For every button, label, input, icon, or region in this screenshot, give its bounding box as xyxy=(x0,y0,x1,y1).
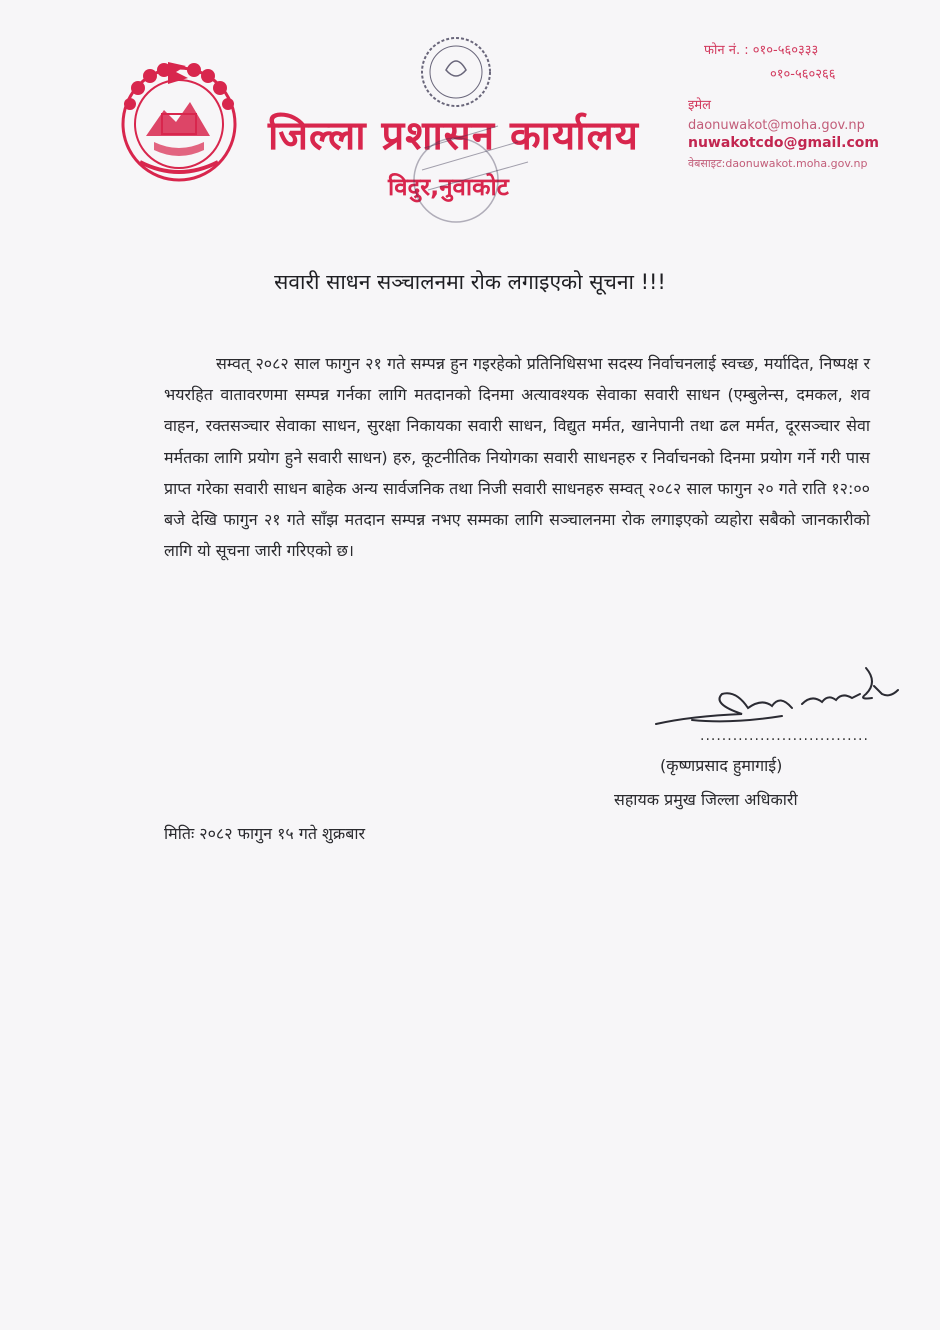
office-round-stamp-icon xyxy=(408,30,568,230)
email-label: इमेल xyxy=(688,98,711,113)
office-name: जिल्ला प्रशासन कार्यालय xyxy=(268,113,639,159)
notice-body-paragraph: सम्वत् २०८२ साल फागुन २१ गते सम्पन्न हुन गइरहेको प्रतिनिधिसभा सदस्य निर्वाचनलाई स्वच्छ, मर्यादित, निष्पक्ष र भयरहित वातावरणमा सम्पन्न गर्नका लागि मतदानको दिनमा अत्यावश्यक सेवाका सवारी साधन (एम्बुलेन्स, दमकल, शव वाहन, रक्तसञ्चार सेवाका साधन, सुरक्षा निकायका सवारी साधन, विद्युत मर्मत, खानेपानी तथा ढल मर्मत, दूरसञ्चार सेवा मर्मतका लागि प्रयोग हुने सवारी साधन) हरु, कूटनीतिक नियोगका सवारी साधनहरु र निर्वाचनको दिनमा प्रयोग गर्ने गरी पास प्राप्त गरेका सवारी साधन बाहेक अन्य सार्वजनिक तथा निजी सवारी साधनहरु सम्वत् २०८२ साल फागुन २० गते राति १२:०० बजे देखि फागुन २१ गते साँझ मतदान सम्पन्न नभए सम्मका लागि सञ्चालनमा रोक लगाइएको व्यहोरा सबैको जानकारीको लागि यो सूचना जारी गरिएको छ। xyxy=(164,354,870,561)
nepal-government-emblem-icon xyxy=(118,58,240,184)
email-address-2[interactable]: nuwakotcdo@gmail.com xyxy=(688,135,879,151)
notice-heading: सवारी साधन सञ्चालनमा रोक लगाइएको सूचना !!! xyxy=(274,270,666,294)
signer-title: सहायक प्रमुख जिल्ला अधिकारी xyxy=(614,790,798,809)
phone-number-2: ०१०-५६०२६६ xyxy=(770,67,836,82)
signer-name: (कृष्णप्रसाद हुमागाई) xyxy=(660,756,783,775)
email-address-1[interactable]: daonuwakot@moha.gov.np xyxy=(688,118,865,133)
date-line: मितिः २०८२ फागुन १५ गते शुक्रबार xyxy=(164,824,366,843)
signature-dots: ............................... xyxy=(700,728,869,744)
phone-number-1: फोन नं. : ०१०-५६०३३३ xyxy=(704,43,819,58)
notice-body xyxy=(164,348,870,566)
office-address: विदुर,नुवाकोट xyxy=(388,173,509,201)
website-address[interactable]: वेबसाइट:daonuwakot.moha.gov.np xyxy=(688,157,868,170)
